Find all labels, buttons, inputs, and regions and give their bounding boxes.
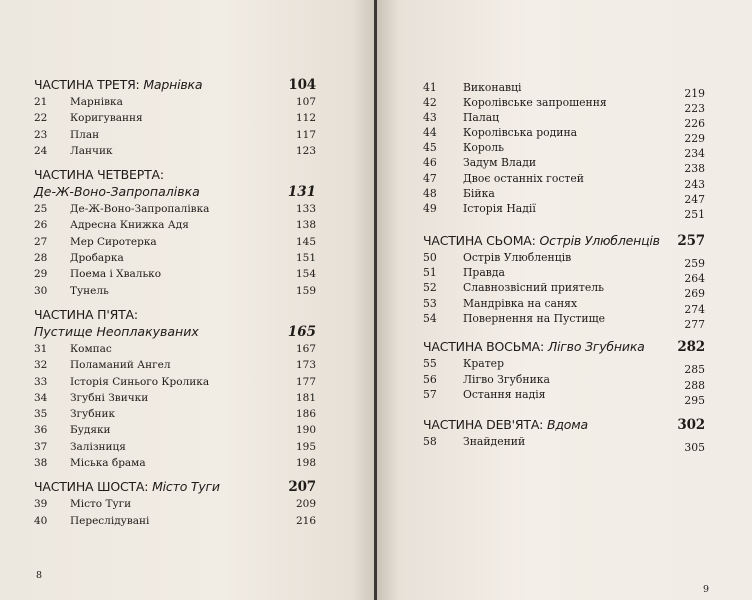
chapter-title: Остання надія — [463, 387, 546, 401]
chapter-title: Кратер — [463, 357, 504, 371]
toc-right — [423, 80, 705, 455]
chapter-page: 226 — [684, 117, 705, 131]
part-seven — [423, 232, 705, 332]
chapter-number: 49 — [423, 201, 437, 215]
chapter-number: 43 — [423, 111, 437, 125]
chapter-number: 39 — [34, 498, 48, 511]
chapter-row — [34, 250, 316, 266]
chapter-title: Лігво Згубника — [463, 372, 550, 386]
part-eight — [423, 338, 705, 407]
part-heading — [34, 166, 316, 183]
chapter-title: Коригування — [70, 112, 143, 125]
chapter-title: Виконавці — [463, 81, 522, 94]
chapter-number: 45 — [423, 141, 437, 155]
part-heading — [423, 232, 705, 250]
chapter-title: Поема і Хвалько — [70, 268, 162, 281]
chapter-row — [34, 217, 316, 233]
chapter-title: Палац — [463, 111, 500, 125]
part-label: ЧАСТИНА DEВ'ЯТА: — [423, 417, 544, 433]
chapter-row — [423, 125, 705, 146]
chapter-number: 30 — [34, 284, 48, 297]
part-name: Місто Туги — [152, 479, 220, 495]
chapter-page: 277 — [684, 318, 705, 332]
chapter-number: 54 — [423, 312, 437, 326]
chapter-title: Мандрівка на санях — [463, 296, 578, 310]
chapter-row — [34, 357, 316, 373]
chapter-page: 195 — [295, 440, 316, 453]
chapter-title: Повернення на Пустище — [463, 312, 605, 326]
chapter-number: 38 — [34, 457, 48, 470]
chapter-row — [34, 110, 316, 126]
chapter-number: 22 — [34, 112, 48, 125]
chapter-number: 56 — [423, 372, 437, 386]
chapter-page: 117 — [295, 128, 316, 141]
chapter-number: 50 — [423, 250, 437, 264]
chapter-title: Історія Надії — [463, 201, 536, 215]
chapter-page: 274 — [684, 302, 705, 316]
chapter-row — [34, 390, 316, 406]
chapter-page: 234 — [684, 147, 705, 161]
chapter-page: 177 — [295, 375, 316, 388]
chapter-row — [34, 266, 316, 282]
chapter-page: 243 — [684, 177, 705, 191]
chapter-number: 29 — [34, 268, 48, 281]
part-page: 131 — [287, 184, 316, 201]
chapter-row — [423, 80, 705, 100]
part-name: Лігво Згубника — [547, 339, 645, 355]
part-name: Пустище Неоплакуваних — [34, 323, 199, 339]
part-label: ЧАСТИНА ЧЕТВЕРТА: — [34, 167, 164, 183]
part-label: ЧАСТИНА ВОСЬМА: — [423, 339, 545, 355]
part-heading — [34, 306, 316, 323]
chapter-title: Компас — [70, 342, 112, 355]
chapter-number: 48 — [423, 186, 437, 200]
chapter-number: 26 — [34, 219, 48, 232]
chapter-title: Місто Туги — [70, 498, 132, 511]
chapter-title: Знайдений — [463, 435, 526, 449]
chapter-title: Тунель — [70, 284, 109, 297]
chapter-row — [423, 265, 705, 286]
chapter-number: 58 — [423, 435, 437, 449]
chapter-page: 269 — [684, 287, 705, 301]
chapter-title: Поламаний Ангел — [70, 359, 171, 372]
chapter-page: 123 — [295, 144, 316, 157]
part-name: Вдома — [546, 417, 588, 433]
part-heading — [34, 478, 316, 496]
part-name: Де-Ж-Воно-Запропалівка — [34, 184, 200, 200]
chapter-title: Правда — [463, 266, 505, 280]
chapter-title: Марнівка — [70, 96, 123, 108]
chapter-page: 229 — [684, 132, 705, 146]
part-page: 282 — [677, 339, 705, 356]
chapter-row — [423, 280, 705, 301]
chapter-row — [423, 296, 705, 316]
chapter-number: 27 — [34, 235, 48, 248]
chapter-page: 219 — [684, 87, 705, 100]
chapter-title: Переслідувані — [70, 514, 150, 527]
chapter-row — [423, 311, 705, 332]
chapter-title: Згубник — [70, 408, 116, 421]
part-heading — [423, 416, 705, 434]
chapter-number: 46 — [423, 156, 437, 170]
chapter-title: Залізниця — [70, 440, 126, 453]
part-subheading — [34, 183, 316, 201]
chapter-number: 23 — [34, 128, 48, 141]
chapter-row — [34, 496, 316, 512]
part-name: Марнівка — [143, 77, 203, 92]
chapter-row — [423, 356, 705, 377]
chapter-page: 295 — [684, 393, 705, 407]
chapter-row — [34, 201, 316, 217]
chapter-page: 167 — [295, 342, 316, 355]
part-five — [34, 306, 316, 471]
chapter-page: 190 — [295, 424, 316, 437]
chapter-page: 154 — [295, 268, 316, 281]
part-label: ЧАСТИНА СЬОМА: — [423, 232, 536, 248]
chapter-title: Міська брама — [70, 457, 146, 470]
chapter-title: Король — [463, 141, 505, 155]
left-page — [0, 0, 374, 600]
page-number: 9 — [703, 584, 710, 595]
chapter-row — [34, 406, 316, 422]
chapter-title: Історія Синього Кролика — [70, 375, 210, 388]
chapter-row — [34, 94, 316, 110]
chapter-number: 37 — [34, 440, 48, 453]
chapter-row — [34, 143, 316, 159]
chapter-number: 21 — [34, 96, 48, 108]
chapter-row — [423, 171, 705, 191]
chapter-row — [423, 250, 705, 270]
chapter-row — [34, 455, 316, 471]
continued-chapters — [423, 80, 705, 221]
chapter-row — [34, 127, 316, 143]
chapter-title: Королівська родина — [463, 126, 578, 140]
part-heading — [423, 338, 705, 356]
part-subheading — [34, 323, 316, 341]
chapter-number: 51 — [423, 266, 437, 280]
page-number: 8 — [36, 570, 43, 581]
part-page: 207 — [288, 479, 316, 496]
chapter-page: 112 — [295, 112, 316, 125]
chapter-page: 259 — [684, 256, 705, 270]
chapter-number: 44 — [423, 126, 437, 140]
chapter-title: Острів Улюбленців — [463, 250, 572, 264]
chapter-page: 173 — [295, 359, 316, 372]
chapter-page: 209 — [295, 498, 316, 511]
chapter-row — [34, 341, 316, 357]
chapter-row — [423, 387, 705, 407]
chapter-row — [423, 155, 705, 176]
part-name: Острів Улюбленців — [539, 232, 660, 248]
chapter-row — [34, 439, 316, 455]
chapter-page: 151 — [295, 252, 316, 265]
chapter-page: 216 — [295, 514, 316, 527]
chapter-page: 305 — [684, 441, 705, 455]
chapter-number: 55 — [423, 357, 437, 371]
part-page: 257 — [677, 232, 705, 249]
chapter-number: 24 — [34, 144, 48, 157]
chapter-row — [34, 283, 316, 299]
chapter-title: Будяки — [70, 424, 111, 437]
chapter-row — [423, 110, 705, 131]
chapter-row — [423, 95, 705, 116]
chapter-page: 238 — [684, 162, 705, 176]
chapter-row — [34, 374, 316, 390]
chapter-number: 32 — [34, 359, 48, 372]
part-page: 104 — [288, 77, 316, 93]
chapter-row — [423, 201, 705, 221]
part-six — [34, 478, 316, 529]
chapter-page: 288 — [684, 378, 705, 392]
chapter-page: 181 — [295, 391, 316, 404]
toc-left — [34, 76, 316, 529]
chapter-number: 41 — [423, 81, 437, 94]
chapter-number: 31 — [34, 342, 48, 355]
chapter-page: 223 — [684, 102, 705, 116]
chapter-title: Ланчик — [70, 144, 113, 157]
chapter-title: Згубні Звички — [70, 391, 149, 404]
chapter-number: 40 — [34, 514, 48, 527]
part-heading — [34, 76, 316, 94]
chapter-row — [423, 140, 705, 161]
chapter-page: 198 — [295, 457, 316, 470]
chapter-number: 36 — [34, 424, 48, 437]
chapter-title: Дробарка — [70, 252, 124, 265]
chapter-number: 57 — [423, 387, 437, 401]
chapter-page: 159 — [295, 284, 316, 297]
chapter-row — [34, 513, 316, 529]
chapter-title: Бійка — [463, 186, 495, 200]
right-page — [377, 0, 752, 600]
chapter-number: 28 — [34, 252, 48, 265]
part-page: 165 — [287, 323, 316, 340]
chapter-title: Королівське запрошення — [463, 96, 607, 110]
chapter-page: 133 — [295, 203, 316, 216]
chapter-number: 35 — [34, 408, 48, 421]
chapter-title: Адресна Книжка Адя — [70, 219, 189, 232]
chapter-number: 47 — [423, 171, 437, 185]
part-four — [34, 166, 316, 299]
chapter-title: План — [70, 128, 100, 141]
chapter-title: Мер Сиротерка — [70, 235, 157, 248]
chapter-row — [423, 372, 705, 392]
chapter-page: 186 — [295, 408, 316, 421]
chapter-page: 107 — [295, 96, 316, 108]
chapter-row — [34, 234, 316, 250]
chapter-number: 33 — [34, 375, 48, 388]
chapter-page: 264 — [684, 272, 705, 286]
chapter-row — [423, 434, 705, 455]
part-nine — [423, 416, 705, 455]
chapter-row — [423, 186, 705, 206]
part-label: ЧАСТИНА ШОСТА: — [34, 479, 149, 495]
chapter-number: 42 — [423, 96, 437, 110]
chapter-number: 25 — [34, 203, 48, 216]
chapter-number: 34 — [34, 391, 48, 404]
chapter-page: 285 — [684, 363, 705, 377]
part-label: ЧАСТИНА П'ЯТА: — [34, 306, 138, 322]
chapter-title: Задум Влади — [463, 156, 537, 170]
chapter-page: 247 — [684, 192, 705, 206]
chapter-page: 145 — [295, 235, 316, 248]
part-label: ЧАСТИНА ТРЕТЯ: — [34, 77, 140, 92]
chapter-title: Славнозвісний приятель — [463, 281, 605, 295]
chapter-title: Де-Ж-Воно-Запропалівка — [70, 203, 210, 216]
part-page: 302 — [677, 417, 705, 434]
chapter-number: 53 — [423, 296, 437, 310]
chapter-row — [34, 422, 316, 438]
chapter-title: Двоє останніх гостей — [463, 171, 584, 185]
chapter-page: 251 — [684, 207, 705, 221]
chapter-page: 138 — [295, 219, 316, 232]
chapter-number: 52 — [423, 281, 437, 295]
part-three — [34, 76, 316, 159]
